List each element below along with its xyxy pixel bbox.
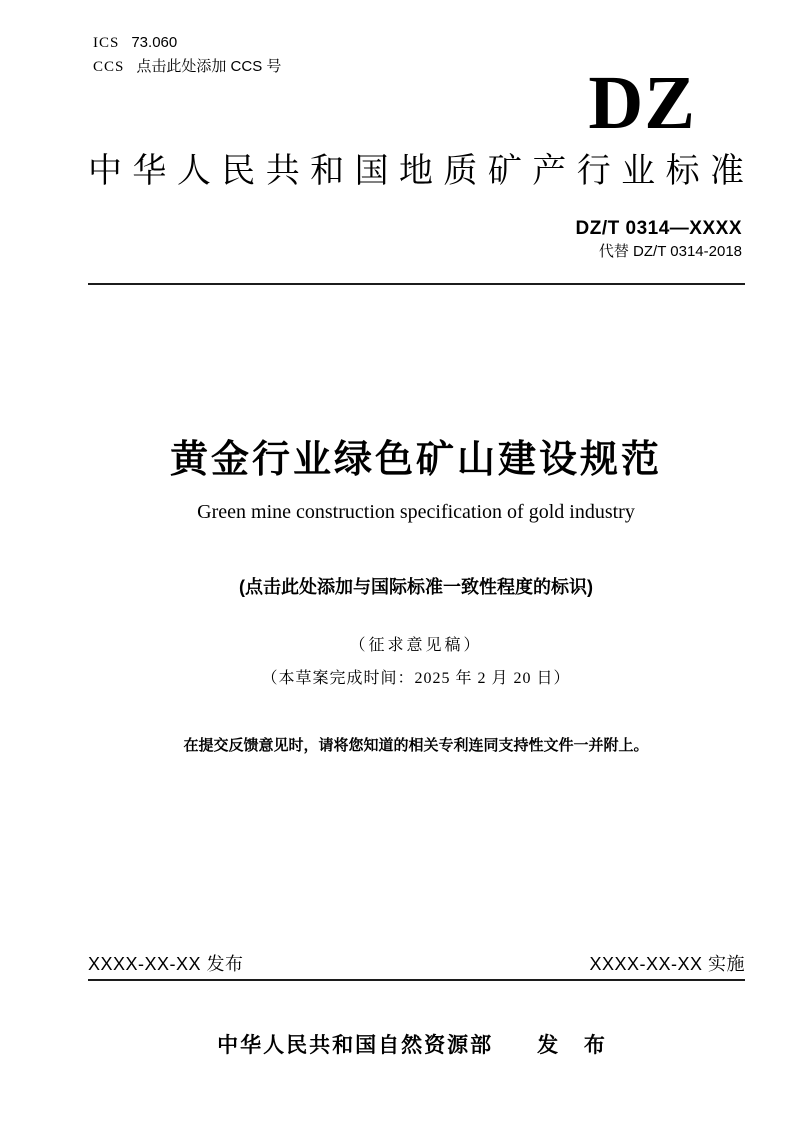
patent-notice: 在提交反馈意见时，请将您知道的相关专利连同支持性文件一并附上。 [183,737,649,754]
draft-completion-date: （本草案完成时间：2025 年 2 月 20 日） [261,670,571,687]
standard-number-block [576,216,742,262]
footer-divider-rule [88,979,745,981]
ics-label: ICS [93,35,120,51]
issue-date: XXXX-XX-XX 发布 [88,954,244,974]
standard-number: DZ/T 0314—XXXX [575,218,742,239]
standard-type-title: 中华人民共和国地质矿产行业标准 [88,152,744,190]
superseded-note: 代替 DZ/T 0314-2018 [598,243,742,260]
publisher-name: 中华人民共和国自然资源部 [217,1034,494,1057]
ics-value: 73.060 [131,34,178,51]
document-title-en: Green mine construction specification of gold industry [197,501,635,523]
publisher-line [86,1029,746,1059]
document-title-cn: 黄金行业绿色矿山建设规范 [169,439,662,481]
consistency-degree-placeholder[interactable]: (点击此处添加与国际标准一致性程度的标识) [239,577,593,597]
publish-label: 发 布 [537,1034,615,1057]
ccs-code-row [93,55,281,79]
footer-date-band [88,950,745,976]
ccs-placeholder[interactable]: 点击此处添加 CCS 号 [136,58,282,75]
ics-code-row [93,31,281,55]
implementation-date: XXXX-XX-XX 实施 [589,954,745,974]
header-divider-rule [88,283,745,285]
classification-codes [93,31,281,79]
dz-standard-logo: DZ [588,61,696,145]
draft-stage-label: （征求意见稿） [349,637,483,654]
ccs-label: CCS [93,59,125,75]
